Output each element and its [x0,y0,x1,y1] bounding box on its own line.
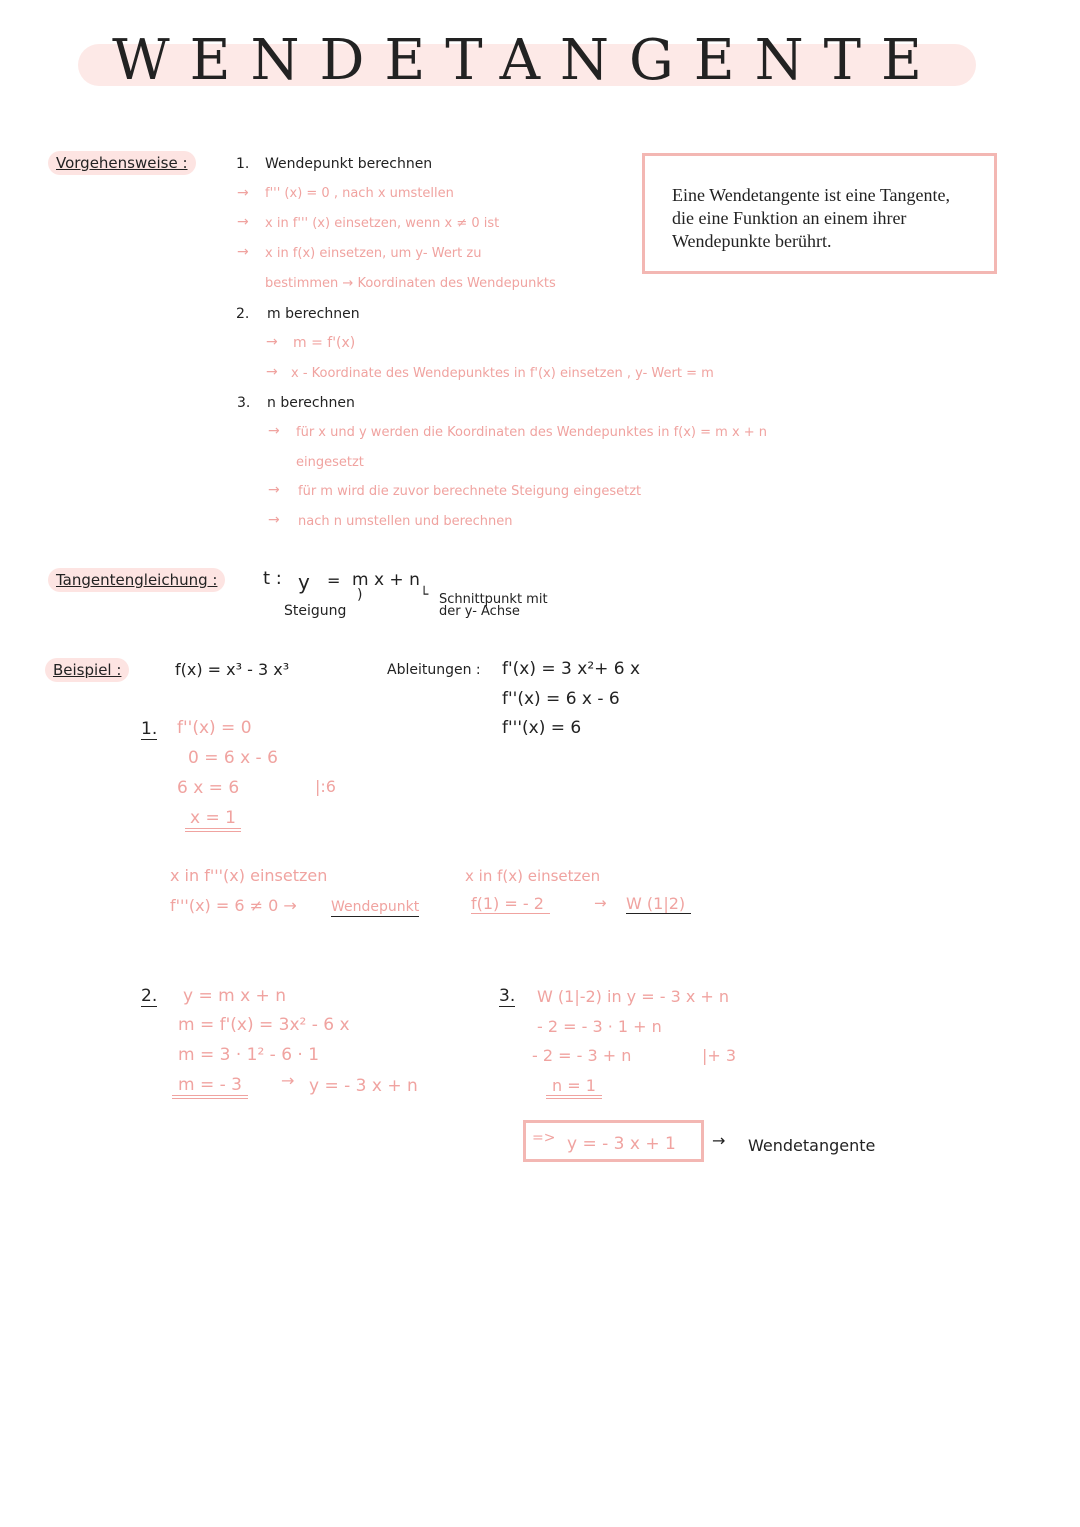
step2-number: 2. [236,306,250,322]
step1-item-3: x in f(x) einsetzen, um y- Wert zu [265,246,482,261]
tangent-eq: = [327,571,341,590]
step1-item-2: x in f''' (x) einsetzen, wenn x ≠ 0 ist [265,216,500,231]
step1-number: 1. [236,156,250,172]
example-step3-line-4: n = 1 [546,1076,602,1099]
page-title: WENDETANGENTE [112,28,942,93]
step1-item-1: f''' (x) = 0 , nach x umstellen [265,186,454,201]
example-step2-line-1: y = m x + n [183,986,286,1006]
example-step3-line-2: - 2 = - 3 · 1 + n [537,1017,662,1036]
procedure-label: Vorgehensweise : [48,151,196,175]
example-step1-line-1: f''(x) = 0 [177,718,252,738]
tangent-rhs: m x + n [352,570,420,590]
example-step2-line-3: m = 3 · 1² - 6 · 1 [178,1045,320,1065]
example-step2-arrow: → [281,1071,295,1090]
result-equation: y = - 3 x + 1 [567,1134,676,1154]
n-pointer: └ [420,587,429,603]
yvalue-line-1: x in f(x) einsetzen [465,867,601,885]
step3-item-1: für x und y werden die Koordinaten des Wendepunktes in f(x) = m x + n [296,425,768,440]
example-step3-line-3: - 2 = - 3 + n [532,1046,632,1065]
derivative-2: f''(x) = 6 x - 6 [502,689,620,709]
step3-item-3: nach n umstellen und berechnen [298,514,513,529]
step3-title: n berechnen [267,395,355,411]
example-step1-number: 1. [141,719,158,739]
definition-box [642,153,997,274]
example-step2-result: y = - 3 x + n [309,1076,418,1096]
tangent-n-note-1: Schnittpunkt mit [439,592,548,607]
example-step3-op: |+ 3 [702,1046,737,1065]
arrow-icon: → [268,423,280,439]
tangent-y: y [298,570,310,594]
result-arrow: → [712,1131,726,1150]
arrow-icon: → [268,512,280,528]
step1-title: Wendepunkt berechnen [265,156,433,172]
step3-item-2: für m wird die zuvor berechnete Steigung eingesetzt [298,484,642,499]
arrow-icon: → [237,244,249,260]
example-step2-line-2: m = f'(x) = 3x² - 6 x [178,1015,350,1035]
check-result: Wendepunkt [331,899,420,915]
tangent-t-label: t : [263,568,282,589]
derivative-3: f'''(x) = 6 [502,718,582,738]
example-step3-line-1: W (1|-2) in y = - 3 x + n [537,987,730,1006]
yvalue-line-2: f(1) = - 2 [471,894,550,914]
step2-item-1: m = f'(x) [293,335,356,351]
example-step1-line-2: 0 = 6 x - 6 [188,748,278,768]
example-function: f(x) = x³ - 3 x³ [175,660,290,679]
tangent-m-note: Steigung [284,603,347,619]
definition-line-3: Wendepunkte berührt. [672,231,832,251]
step3-number: 3. [237,395,251,411]
step2-title: m berechnen [267,306,360,322]
example-step2-number: 2. [141,986,158,1006]
definition-line-2: die eine Funktion an einem ihrer [672,208,907,228]
arrow-icon: → [237,185,249,201]
arrow-icon: → [266,364,278,380]
example-step1-line-3: 6 x = 6 [177,778,240,798]
example-label: Beispiel : [45,658,129,682]
yvalue-result: W (1|2) [626,894,691,914]
step1-continuation: bestimmen → Koordinaten des Wendepunkts [265,276,556,291]
step2-item-2: x - Koordinate des Wendepunktes in f'(x) einsetzen , y- Wert = m [291,366,714,381]
example-step2-line-4: m = - 3 [172,1075,248,1099]
arrow-icon: → [266,334,278,350]
check-line-2: f'''(x) = 6 ≠ 0 → [170,896,297,915]
arrow-icon: → [268,482,280,498]
yvalue-arrow: → [594,894,607,912]
check-line-1: x in f'''(x) einsetzen [170,866,328,885]
arrow-icon: → [237,214,249,230]
example-step1-op: |:6 [315,777,336,796]
example-step1-line-4: x = 1 [185,808,241,832]
step3-continuation: eingesetzt [296,455,364,470]
result-label: Wendetangente [748,1136,876,1155]
derivatives-label: Ableitungen : [387,662,481,678]
result-implies: => [532,1130,556,1146]
tangent-label: Tangentengleichung : [48,568,225,592]
tangent-n-note-2: der y- Achse [439,604,520,619]
m-pointer: ) [357,587,363,603]
definition-line-1: Eine Wendetangente ist eine Tangente, [672,185,951,205]
derivative-1: f'(x) = 3 x²+ 6 x [502,659,641,679]
example-step3-number: 3. [499,986,516,1006]
